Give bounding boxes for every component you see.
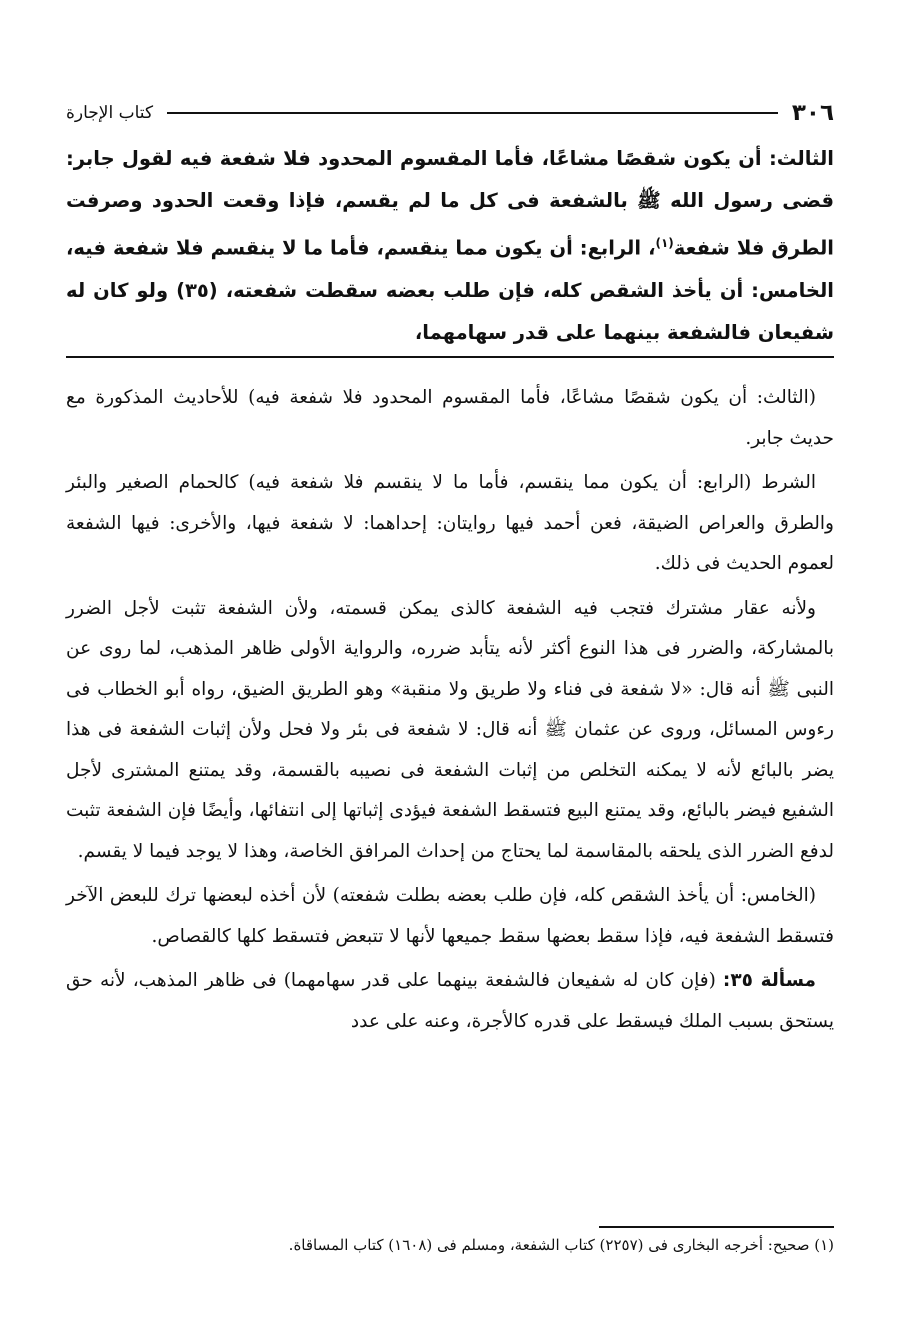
- book-page: [66, 0, 834, 1328]
- running-header: [66, 96, 834, 130]
- matn-divider: [66, 356, 834, 358]
- masala-heading: مسألة ٣٥:: [722, 970, 816, 991]
- matn-text: [66, 138, 834, 354]
- footnote-rule: [599, 1226, 834, 1228]
- header-rule: [167, 112, 778, 114]
- book-title: كتاب الإجارة: [66, 103, 154, 123]
- sharh-paragraph-2: الشرط (الرابع: أن يكون مما ينقسم، فأما ما لا ينقسم فلا شفعة فيه) كالحمام الصغير والبئر والطرق والعراص الضيقة، فعن أحمد فيها روايتان: إحداهما: لا شفعة فيها، والأخرى: فيها الشفعة لعموم الحديث فى ذلك.: [66, 472, 834, 574]
- matn-part-1: الثالث: أن يكون شقصًا مشاعًا، فأما المقسوم المحدود فلا شفعة فيه لقول جابر: قضى رسول الله ﷺ بالشفعة فى كل ما لم يقسم، فإذا وقعت الحدود وصرفت الطرق فلا شفعة: [66, 147, 834, 260]
- masala-body: (فإن كان له شفيعان فالشفعة بينهما على قدر سهامهما) فى ظاهر المذهب، لأنه حق يستحق بسبب الملك فيسقط على قدره كالأجرة، وعنه على عدد: [66, 970, 834, 1032]
- footnote-marker: (١): [655, 236, 674, 250]
- page-number: ٣٠٦: [791, 100, 834, 126]
- matn-part-2: ، الرابع: أن يكون مما ينقسم، فأما ما لا ينقسم فلا شفعة فيه، الخامس: أن يأخذ الشقص كله، فإن طلب بعضه سقطت شفعته، (٣٥) ولو كان له شفيعان فالشفعة بينهما على قدر سهامهما،: [66, 236, 834, 344]
- sharh-paragraph-4: (الخامس: أن يأخذ الشقص كله، فإن طلب بعضه بطلت شفعته) لأن أخذه لبعضها ترك للبعض الآخر فتسقط الشفعة فيه، فإذا سقط بعضها سقط جميعها لأنها لا تتبعض فتسقط كلها كالقصاص.: [66, 885, 834, 947]
- sharh-paragraph-3: ولأنه عقار مشترك فتجب فيه الشفعة كالذى يمكن قسمته، ولأن الشفعة تثبت لأجل الضرر بالمشاركة، والضرر فى هذا النوع أكثر لأنه يتأبد ضرره، والرواية الأولى ظاهر المذهب، لما روى عن النبى ﷺ أنه قال: «لا شفعة فى فناء ولا طريق ولا منقبة» وهو الطريق الضيق، رواه أبو الخطاب فى رءوس المسائل، وروى عن عثمان ﷺ أنه قال: لا شفعة فى بئر ولا فحل ولأن إثبات الشفعة فى هذا يضر بالبائع لأنه لا يمكنه التخلص من إثبات الشفعة فى نصيبه بالقسمة، وقد يمتنع المشترى لأجل الشفيع فيضر بالبائع، وقد يمتنع البيع فتسقط الشفعة فيؤدى إثباتها إلى انتفائها، وأيضًا فإن الشفعة تثبت لدفع الضرر الذى يلحقه بالمقاسمة لما يحتاج من إحداث المرافق الخاصة، وهذا لا يوجد فيما لا يقسم.: [66, 597, 834, 862]
- sharh-paragraph-1: (الثالث: أن يكون شقصًا مشاعًا، فأما المقسوم المحدود فلا شفعة فيه) للأحاديث المذكورة مع حديث جابر.: [66, 387, 834, 449]
- sharh-commentary: [66, 378, 834, 1046]
- footnote: (١) صحيح: أخرجه البخارى فى (٢٢٥٧) كتاب الشفعة، ومسلم فى (١٦٠٨) كتاب المساقاة.: [288, 1236, 834, 1254]
- sharh-paragraph-5: [66, 961, 834, 1042]
